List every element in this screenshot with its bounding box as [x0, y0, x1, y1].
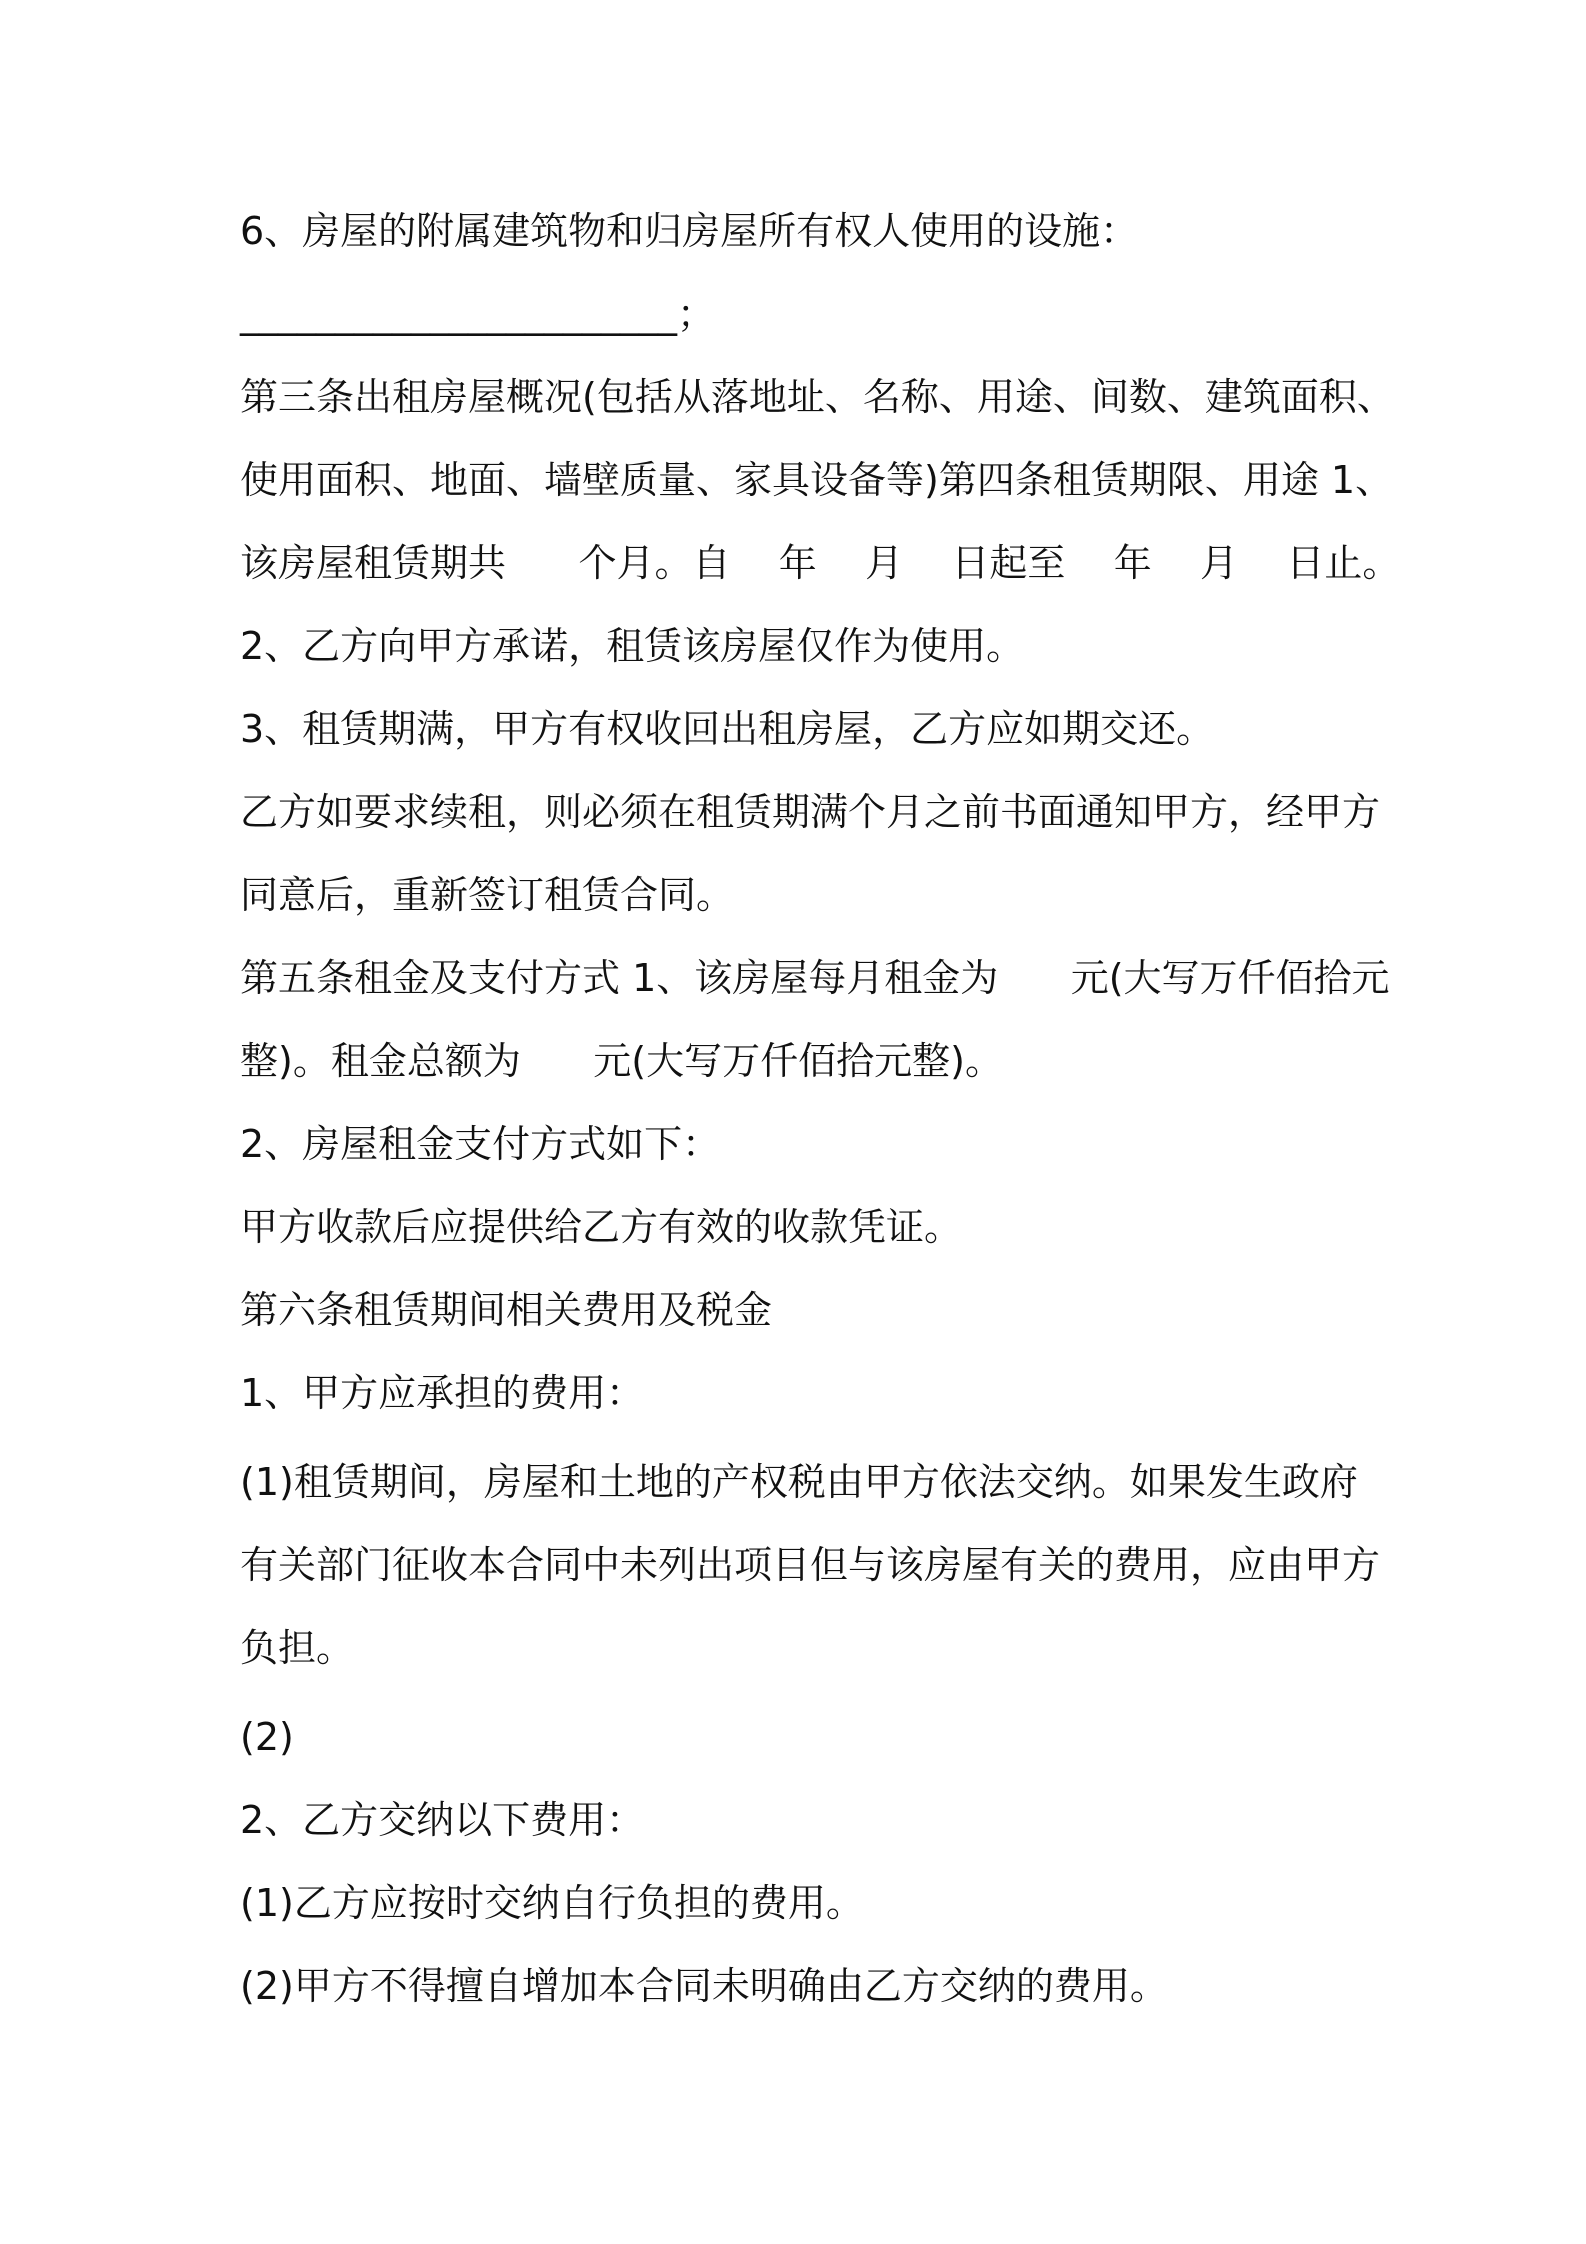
article-3-continued-line: 使用面积、地面、墙壁质量、家具设备等)第四条租赁期限、用途 1、 [240, 458, 1394, 502]
party-b-fees-line: 2、乙方交纳以下费用： [240, 1798, 645, 1842]
party-a-fees-line: 1、甲方应承担的费用： [240, 1371, 645, 1415]
party-b-fee-item-1-line: (1)乙方应按时交纳自行负担的费用。 [240, 1881, 864, 1925]
facilities-clause-line: 6、房屋的附属建筑物和归房屋所有权人使用的设施： [240, 209, 1139, 253]
party-b-fee-item-2-line: (2)甲方不得擅自增加本合同未明确由乙方交纳的费用。 [240, 1964, 1168, 2008]
lease-period-line: 该房屋租赁期共 个月。自 年 月 日起至 年 月 日止。 [240, 541, 1401, 585]
receipt-line: 甲方收款后应提供给乙方有效的收款凭证。 [240, 1205, 963, 1249]
party-a-fee-item-1-line: (1)租赁期间，房屋和土地的产权税由甲方依法交纳。如果发生政府 [240, 1460, 1358, 1504]
article-5-rent-line: 第五条租金及支付方式 1、该房屋每月租金为 元(大写万仟佰拾元 [240, 956, 1390, 1000]
lease-expiry-line: 3、租赁期满，甲方有权收回出租房屋，乙方应如期交还。 [240, 707, 1215, 751]
article-3-heading-line: 第三条出租房屋概况(包括从落地址、名称、用途、间数、建筑面积、 [240, 375, 1395, 419]
party-a-fee-item-1-continued-line: 有关部门征收本合同中未列出项目但与该房屋有关的费用，应由甲方 [240, 1543, 1381, 1587]
party-a-fee-item-1-end-line: 负担。 [240, 1626, 355, 1670]
facilities-blank-line: _______________________； [240, 292, 716, 336]
use-commitment-line: 2、乙方向甲方承诺，租赁该房屋仅作为使用。 [240, 624, 1025, 668]
article-6-heading-line: 第六条租赁期间相关费用及税金 [240, 1288, 773, 1332]
payment-method-line: 2、房屋租金支付方式如下： [240, 1122, 721, 1166]
party-a-fee-item-2-line: (2) [240, 1715, 294, 1759]
rent-total-line: 整)。租金总额为 元(大写万仟佰拾元整)。 [240, 1039, 1003, 1083]
document-body [240, 190, 1401, 2028]
renewal-notice-line: 乙方如要求续租，则必须在租赁期满个月之前书面通知甲方，经甲方 [240, 790, 1381, 834]
renewal-contract-line: 同意后，重新签订租赁合同。 [240, 873, 735, 917]
